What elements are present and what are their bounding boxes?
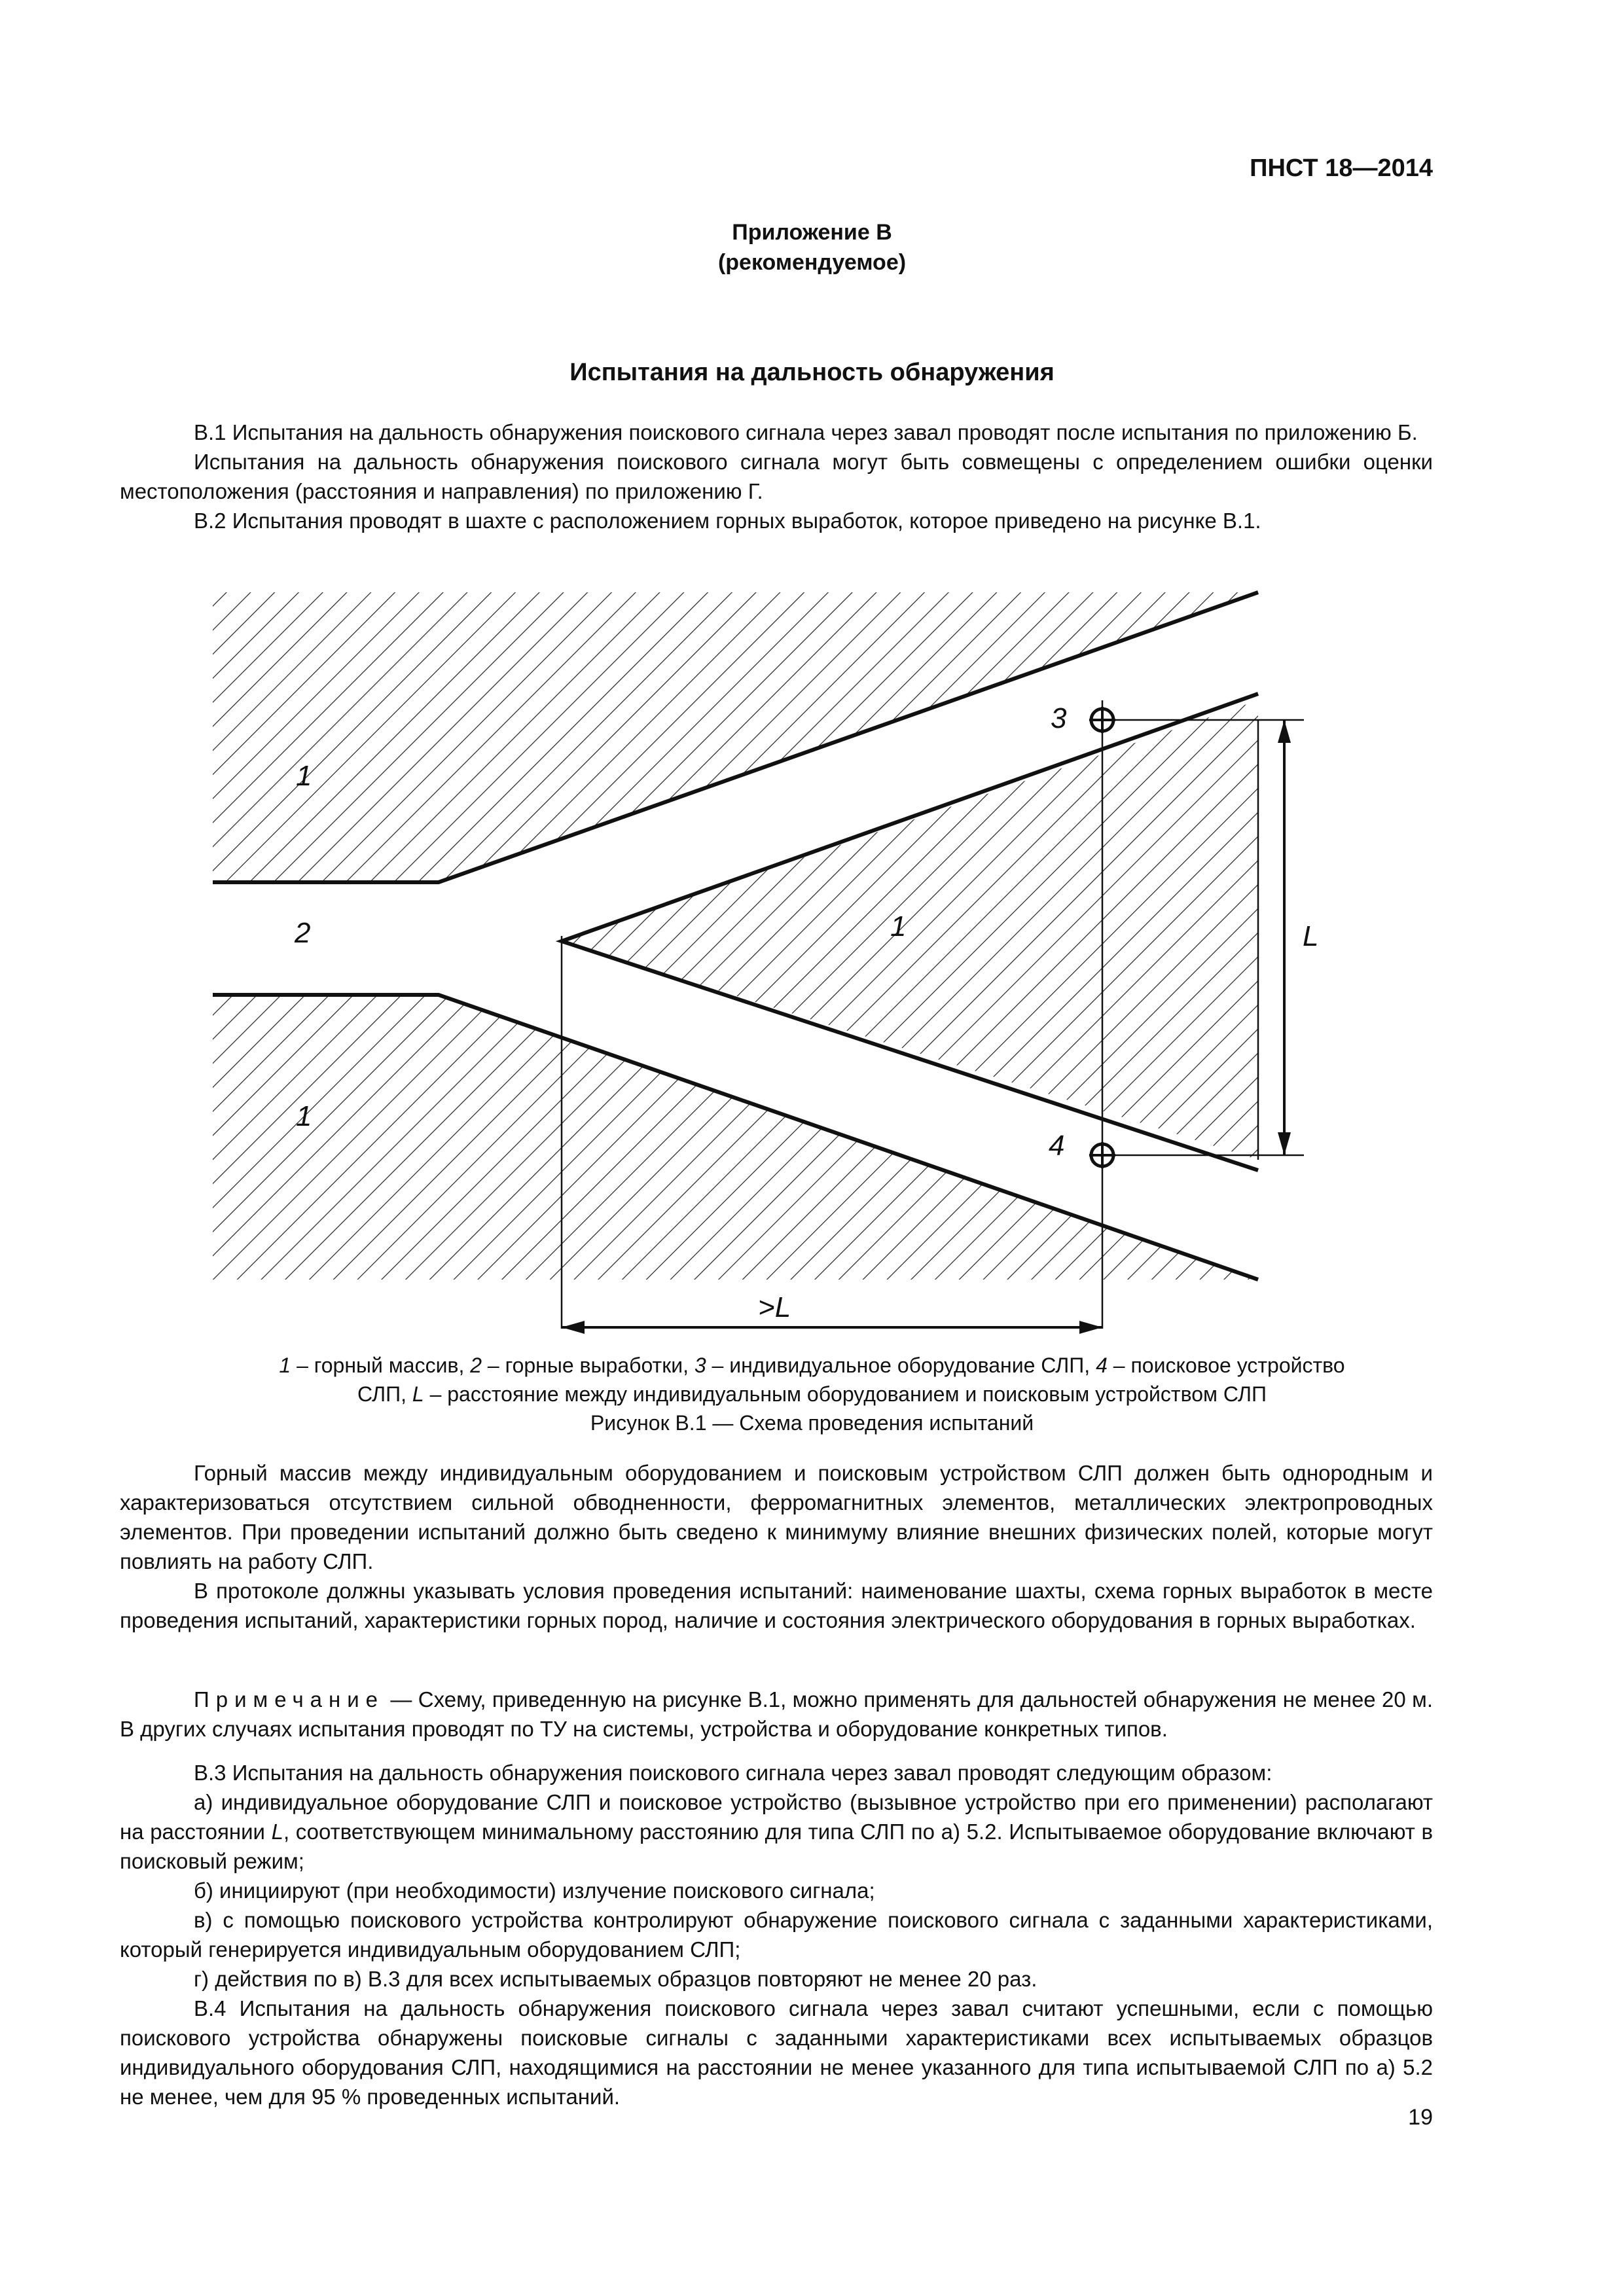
paragraph-b3: В.3 Испытания на дальность обнаружения поискового сигнала через завал проводят следующим образом:	[194, 1761, 1272, 1785]
paragraph-rock-mass: Горный массив между индивидуальным оборудованием и поисковым устройством СЛП должен быть однородным и характеризоваться отсутствием сильной обводненности, ферромагнитных элементов, металлических электропроводных элементов. При проведении испытаний должно быть сведено к минимуму влияние внешних физических полей, которые могут повлиять на работу СЛП.	[120, 1461, 1433, 1573]
appendix-title: Приложение В	[732, 220, 892, 245]
paragraph-b2: В.2 Испытания проводят в шахте с расположением горных выработок, которое приведено на рисунке В.1.	[194, 509, 1261, 533]
label-distance-L: L	[1303, 920, 1319, 952]
paragraph-b3-a: а) индивидуальное оборудование СЛП и поисковое устройство (вызывное устройство при его применении) располагают на расстоянии L, соответствующем минимальному расстоянию для типа СЛП по а) 5.2. Испытываемое оборудование включают в поисковый режим;	[120, 1790, 1433, 1873]
figure-caption-block	[0, 1351, 1624, 1437]
page-number: 19	[1408, 2105, 1433, 2130]
note-paragraph	[120, 1685, 1433, 1744]
requirements-paragraphs	[120, 1458, 1433, 1635]
label-workings: 2	[295, 917, 311, 949]
paragraph-b3-b: б) инициируют (при необходимости) излучение поискового сигнала;	[194, 1878, 875, 1903]
paragraph-b3-d: г) действия по в) В.3 для всех испытываемых образцов повторяют не менее 20 раз.	[194, 1967, 1038, 1991]
figure-legend-line-1: 1 – горный массив, 2 – горные выработки, 3 – индивидуальное оборудование СЛП, 4 – поисковое устройство	[279, 1354, 1345, 1377]
label-equipment: 3	[1051, 702, 1067, 734]
document-number: ПНСТ 18—2014	[1250, 154, 1433, 182]
paragraph-protocol: В протоколе должны указывать условия проведения испытаний: наименование шахты, схема горных выработок в месте проведения испытаний, характеристики горных пород, наличие и состояния электрического оборудования в горных выработках.	[120, 1579, 1433, 1632]
note-block	[120, 1685, 1433, 1744]
label-rock-mass-top: 1	[296, 760, 312, 792]
label-distance-gt-L: >L	[758, 1291, 791, 1323]
paragraph-b4: В.4 Испытания на дальность обнаружения поискового сигнала через завал считают успешными, если с помощью поискового устройства обнаружены поисковые сигналы с заданными характеристиками всех испытываемых образцов индивидуального оборудования СЛП, находящимися на расстоянии не менее указанного для типа испытываемой СЛП по а) 5.2 не менее, чем для 95 % проведенных испытаний.	[120, 1996, 1433, 2109]
note-text: — Схему, приведенную на рисунке В.1, можно применять для дальностей обнаружения не менее 20 м. В других случаях испытания проводят по ТУ на системы, устройства и оборудование конкретных типов.	[120, 1687, 1433, 1741]
label-search-device: 4	[1049, 1130, 1065, 1162]
section-title: Испытания на дальность обнаружения	[569, 359, 1055, 386]
paragraph-b3-c: в) с помощью поискового устройства контролируют обнаружение поискового сигнала с заданными характеристиками, который генерируется индивидуальным оборудованием СЛП;	[120, 1908, 1433, 1962]
note-label: Примечание	[194, 1687, 385, 1712]
paragraph-b1-cont: Испытания на дальность обнаружения поискового сигнала могут быть совмещены с определением ошибки оценки местоположения (расстояния и направления) по приложению Г.	[120, 450, 1433, 503]
procedure-paragraphs	[120, 1758, 1433, 2111]
label-rock-mass-middle: 1	[890, 910, 907, 942]
figure-legend-line-2: СЛП, L – расстояние между индивидуальным оборудованием и поисковым устройством СЛП	[357, 1382, 1267, 1406]
paragraph-b1: В.1 Испытания на дальность обнаружения поискового сигнала через завал проводят после испытания по приложению Б.	[194, 420, 1418, 444]
appendix-subtitle: (рекомендуемое)	[717, 250, 907, 275]
figure-caption: Рисунок В.1 — Схема проведения испытаний	[590, 1411, 1034, 1435]
label-rock-mass-bottom: 1	[296, 1100, 312, 1132]
